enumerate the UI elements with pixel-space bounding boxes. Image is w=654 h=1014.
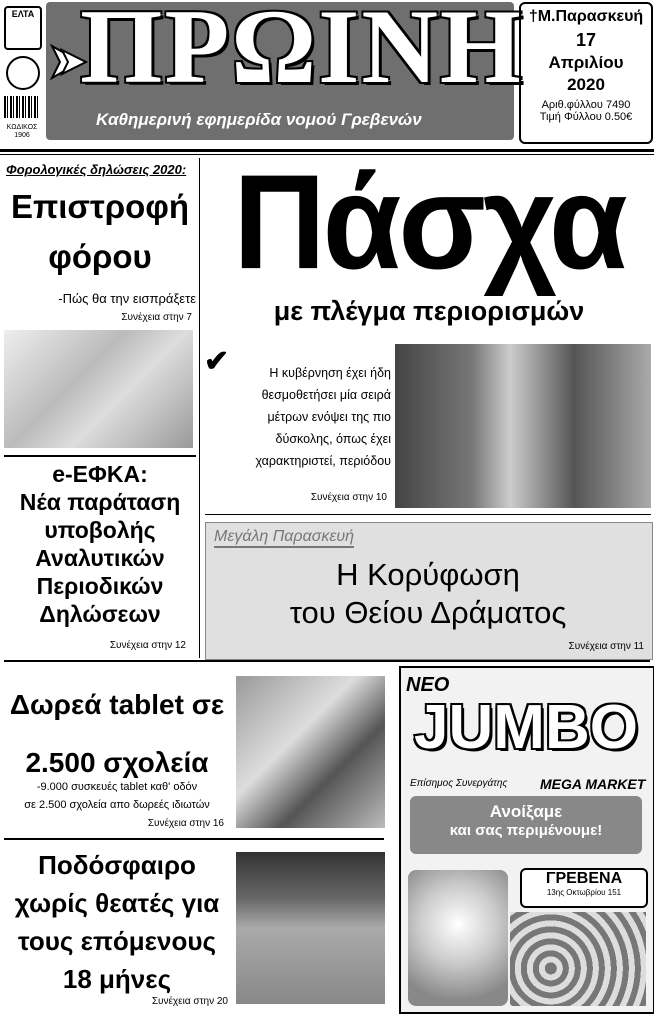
- date-year: 2020: [567, 75, 605, 94]
- continued-link[interactable]: Συνέχεια στην 16: [147, 818, 224, 829]
- divider: [4, 660, 650, 662]
- date-box: [519, 2, 653, 144]
- toys-illustration: [510, 912, 646, 1006]
- ad-banner: Ανοίξαμε και σας περιμένουμε!: [410, 796, 642, 854]
- seal-icon: [6, 56, 40, 90]
- ad-address-box: ΓΡΕΒΕΝΑ 13ης Οκτωβρίου 151: [520, 868, 648, 908]
- ad-brand: JUMBO: [414, 693, 638, 762]
- ad-neo: ΝΕΟ: [406, 674, 450, 696]
- football-headline[interactable]: Ποδόσφαιρο χωρίς θεατές για τους επόμενους 18 μήνες: [14, 850, 220, 994]
- divider: [4, 838, 384, 840]
- good-friday-tag: Μεγάλη Παρασκευή: [214, 528, 354, 548]
- police-photo: [395, 344, 651, 508]
- lead-body: Η κυβέρνηση έχει ήδη θεσμοθετήσει μία σειρά μέτρων ενόψει της πιο δύσκολης, όπως έχει χαρακτηριστεί, περιόδου: [255, 366, 391, 468]
- tax-photo: [4, 330, 193, 448]
- barcode-icon: [4, 96, 38, 118]
- santa-illustration: [408, 870, 508, 1006]
- ad-partner: Επίσημος Συνεργάτης: [410, 778, 508, 789]
- saint-day: †Μ.Παρασκευή: [528, 8, 644, 25]
- newspaper-title: ΠΡΩΙΝΗ: [80, 0, 525, 105]
- section-tag: Φορολογικές δηλώσεις 2020:: [6, 162, 187, 177]
- check-icon: ✔: [204, 345, 230, 378]
- date-month: Απριλίου: [548, 53, 624, 72]
- ad-market: MEGA MARKET: [540, 776, 646, 792]
- elta-badge: ΕΛΤΑ: [4, 6, 42, 50]
- postal-code: ΚΩΔΙΚΟΣ 1906: [6, 124, 38, 139]
- tablet-subheading: -9.000 συσκευές tablet καθ' οδόν σε 2.500 σχολεία απο δωρεές ιδιωτών: [24, 781, 210, 811]
- continued-link[interactable]: Συνέχεια στην 10: [310, 492, 387, 503]
- tax-subheading: -Πώς θα την εισπράξετε: [58, 291, 196, 306]
- efka-headline[interactable]: e-ΕΦΚΑ: Νέα παράταση υποβολής Αναλυτικών Περιοδικών Δηλώσεων: [19, 461, 181, 627]
- date-day: 17: [575, 30, 597, 50]
- continued-link[interactable]: Συνέχεια στην 12: [109, 640, 186, 651]
- newspaper-subtitle: Καθημερινή εφημερίδα νομού Γρεβενών: [96, 110, 422, 129]
- continued-link[interactable]: Συνέχεια στην 11: [568, 641, 644, 652]
- lead-subheadline: με πλέγμα περιορισμών: [273, 296, 585, 326]
- tablet-headline[interactable]: Δωρεά tablet σε 2.500 σχολεία: [9, 689, 225, 778]
- divider: [205, 514, 651, 515]
- issue-price: Τιμή Φύλλου 0.50€: [539, 111, 633, 123]
- good-friday-headline[interactable]: Η Κορύφωση του Θείου Δράματος: [289, 557, 567, 630]
- tablet-photo: [236, 676, 385, 828]
- continued-link[interactable]: Συνέχεια στην 20: [151, 996, 228, 1007]
- continued-link[interactable]: Συνέχεια στην 7: [121, 312, 192, 323]
- divider: [4, 455, 196, 457]
- stadium-photo: [236, 852, 385, 1004]
- tax-headline[interactable]: Επιστροφή φόρου: [10, 188, 190, 275]
- lead-headline[interactable]: Πάσχα: [233, 147, 625, 298]
- issue-number: Αριθ.φύλλου 7490: [541, 99, 631, 111]
- column-divider: [199, 158, 200, 658]
